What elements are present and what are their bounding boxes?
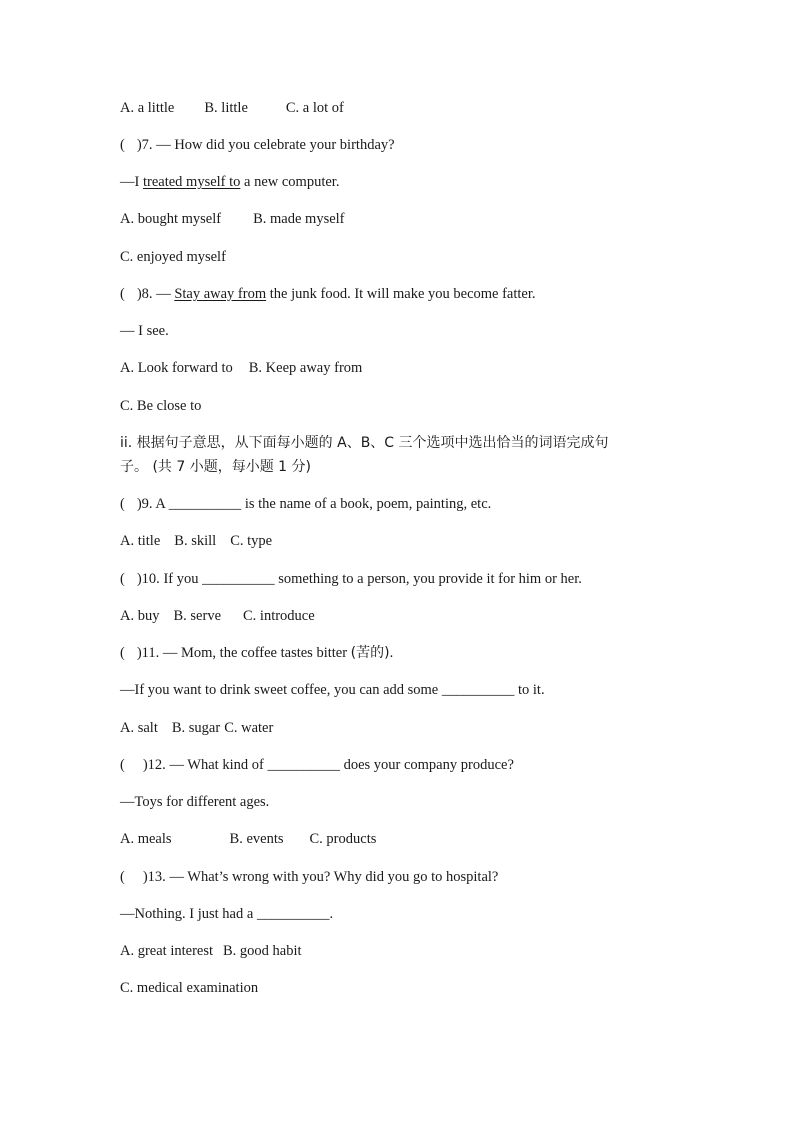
- q9-number: )9.: [136, 496, 153, 512]
- q7-answer-pre: —I: [120, 174, 143, 190]
- q7-option-b: B. made myself: [253, 211, 345, 227]
- q8-option-b: B. Keep away from: [248, 360, 363, 376]
- q7-question-text: — How did you celebrate your birthday?: [156, 137, 395, 153]
- q11-blank: __________: [441, 682, 515, 698]
- q8-paren-open: (: [120, 286, 125, 302]
- q11-option-a: A. salt: [120, 720, 158, 736]
- q8-options: [120, 358, 362, 378]
- q7-paren-open: (: [120, 137, 125, 153]
- q13-answer: [120, 904, 333, 924]
- q11-question-cjk: (苦的): [350, 645, 390, 661]
- q13-option-b: B. good habit: [223, 943, 302, 959]
- q9-option-b: B. skill: [174, 533, 217, 549]
- q6-option-c: C. a lot of: [285, 100, 344, 116]
- q12-question: [120, 755, 514, 775]
- q11-question: [120, 643, 393, 663]
- q12-question-post: does your company produce?: [339, 757, 514, 773]
- q8-question: [120, 284, 536, 304]
- q13-option-a: A. great interest: [120, 943, 214, 959]
- q11-answer: [120, 680, 545, 700]
- q8-number: )8.: [136, 286, 153, 302]
- q9-options: [120, 531, 272, 551]
- q12-question-pre: — What kind of: [169, 757, 268, 773]
- q9-option-a: A. title: [120, 533, 161, 549]
- q10-option-a: A. buy: [120, 608, 160, 624]
- q9-question: [120, 494, 491, 514]
- q13-answer-pre: —Nothing. I just had a: [120, 906, 257, 922]
- q12-paren-open: (: [120, 757, 125, 773]
- q10-number: )10.: [136, 571, 160, 587]
- q11-answer-post: to it.: [514, 682, 545, 698]
- q11-answer-pre: —If you want to drink sweet coffee, you can add some: [120, 682, 442, 698]
- q9-text-post: is the name of a book, poem, painting, etc.: [241, 496, 492, 512]
- q13-question-text: — What’s wrong with you? Why did you go to hospital?: [169, 869, 499, 885]
- q9-option-c: C. type: [230, 533, 273, 549]
- q7-option-c: C. enjoyed myself: [120, 249, 226, 265]
- q11-question-post: .: [389, 645, 394, 661]
- q7-number: )7.: [136, 137, 153, 153]
- q12-answer: —Toys for different ages.: [120, 794, 270, 810]
- q10-question: [120, 569, 582, 589]
- q11-paren-open: (: [120, 645, 125, 661]
- q6-option-a: A. a little: [120, 100, 175, 116]
- q7-options: [120, 209, 345, 229]
- q12-blank: __________: [267, 757, 340, 773]
- q7-answer: [120, 172, 339, 192]
- q12-number: )12.: [142, 757, 166, 773]
- q9-paren-open: (: [120, 496, 125, 512]
- q6-option-b: B. little: [204, 100, 248, 116]
- q11-options: [120, 718, 273, 738]
- section-ii-instructions-line2: 子。 (共 7 小题，每小题 1 分): [120, 459, 311, 475]
- q11-option-c: C. water: [224, 720, 274, 736]
- q13-answer-post: .: [329, 906, 334, 922]
- q8-option-a: A. Look forward to: [120, 360, 233, 376]
- q7-question: [120, 135, 395, 155]
- q13-paren-open: (: [120, 869, 125, 885]
- section-ii-instructions-line1: ii. 根据句子意思，从下面每小题的 A、B、C 三个选项中选出恰当的词语完成句: [120, 435, 609, 451]
- q13-question: [120, 867, 498, 887]
- q13-number: )13.: [142, 869, 166, 885]
- q10-option-c: C. introduce: [243, 608, 315, 624]
- q11-option-b: B. sugar: [171, 720, 221, 736]
- q11-number: )11.: [136, 645, 160, 661]
- q7-answer-underlined: treated myself to: [142, 174, 241, 190]
- q9-blank: __________: [168, 496, 242, 512]
- q8-question-post: the junk food. It will make you become fatter.: [266, 286, 536, 302]
- q13-options: [120, 941, 302, 961]
- q10-options: [120, 606, 315, 626]
- q8-option-c: C. Be close to: [120, 398, 202, 414]
- q10-paren-open: (: [120, 571, 125, 587]
- q12-option-a: A. meals: [120, 831, 172, 847]
- q8-question-underlined: Stay away from: [174, 286, 267, 302]
- q13-option-c: C. medical examination: [120, 980, 259, 996]
- q9-text-pre: A: [155, 496, 169, 512]
- q11-question-pre: — Mom, the coffee tastes bitter: [162, 645, 351, 661]
- q10-blank: __________: [202, 571, 275, 587]
- q8-answer: — I see.: [120, 323, 169, 339]
- q12-option-b: B. events: [229, 831, 284, 847]
- q12-option-c: C. products: [309, 831, 377, 847]
- q6-options: [120, 98, 344, 118]
- q12-options: [120, 829, 376, 849]
- q8-question-pre: —: [156, 286, 175, 302]
- q10-text-pre: If you: [163, 571, 203, 587]
- q10-option-b: B. serve: [173, 608, 221, 624]
- q10-text-post: something to a person, you provide it for him or her.: [274, 571, 582, 587]
- q13-blank: __________: [256, 906, 330, 922]
- q7-answer-post: a new computer.: [240, 174, 340, 190]
- q7-option-a: A. bought myself: [120, 211, 222, 227]
